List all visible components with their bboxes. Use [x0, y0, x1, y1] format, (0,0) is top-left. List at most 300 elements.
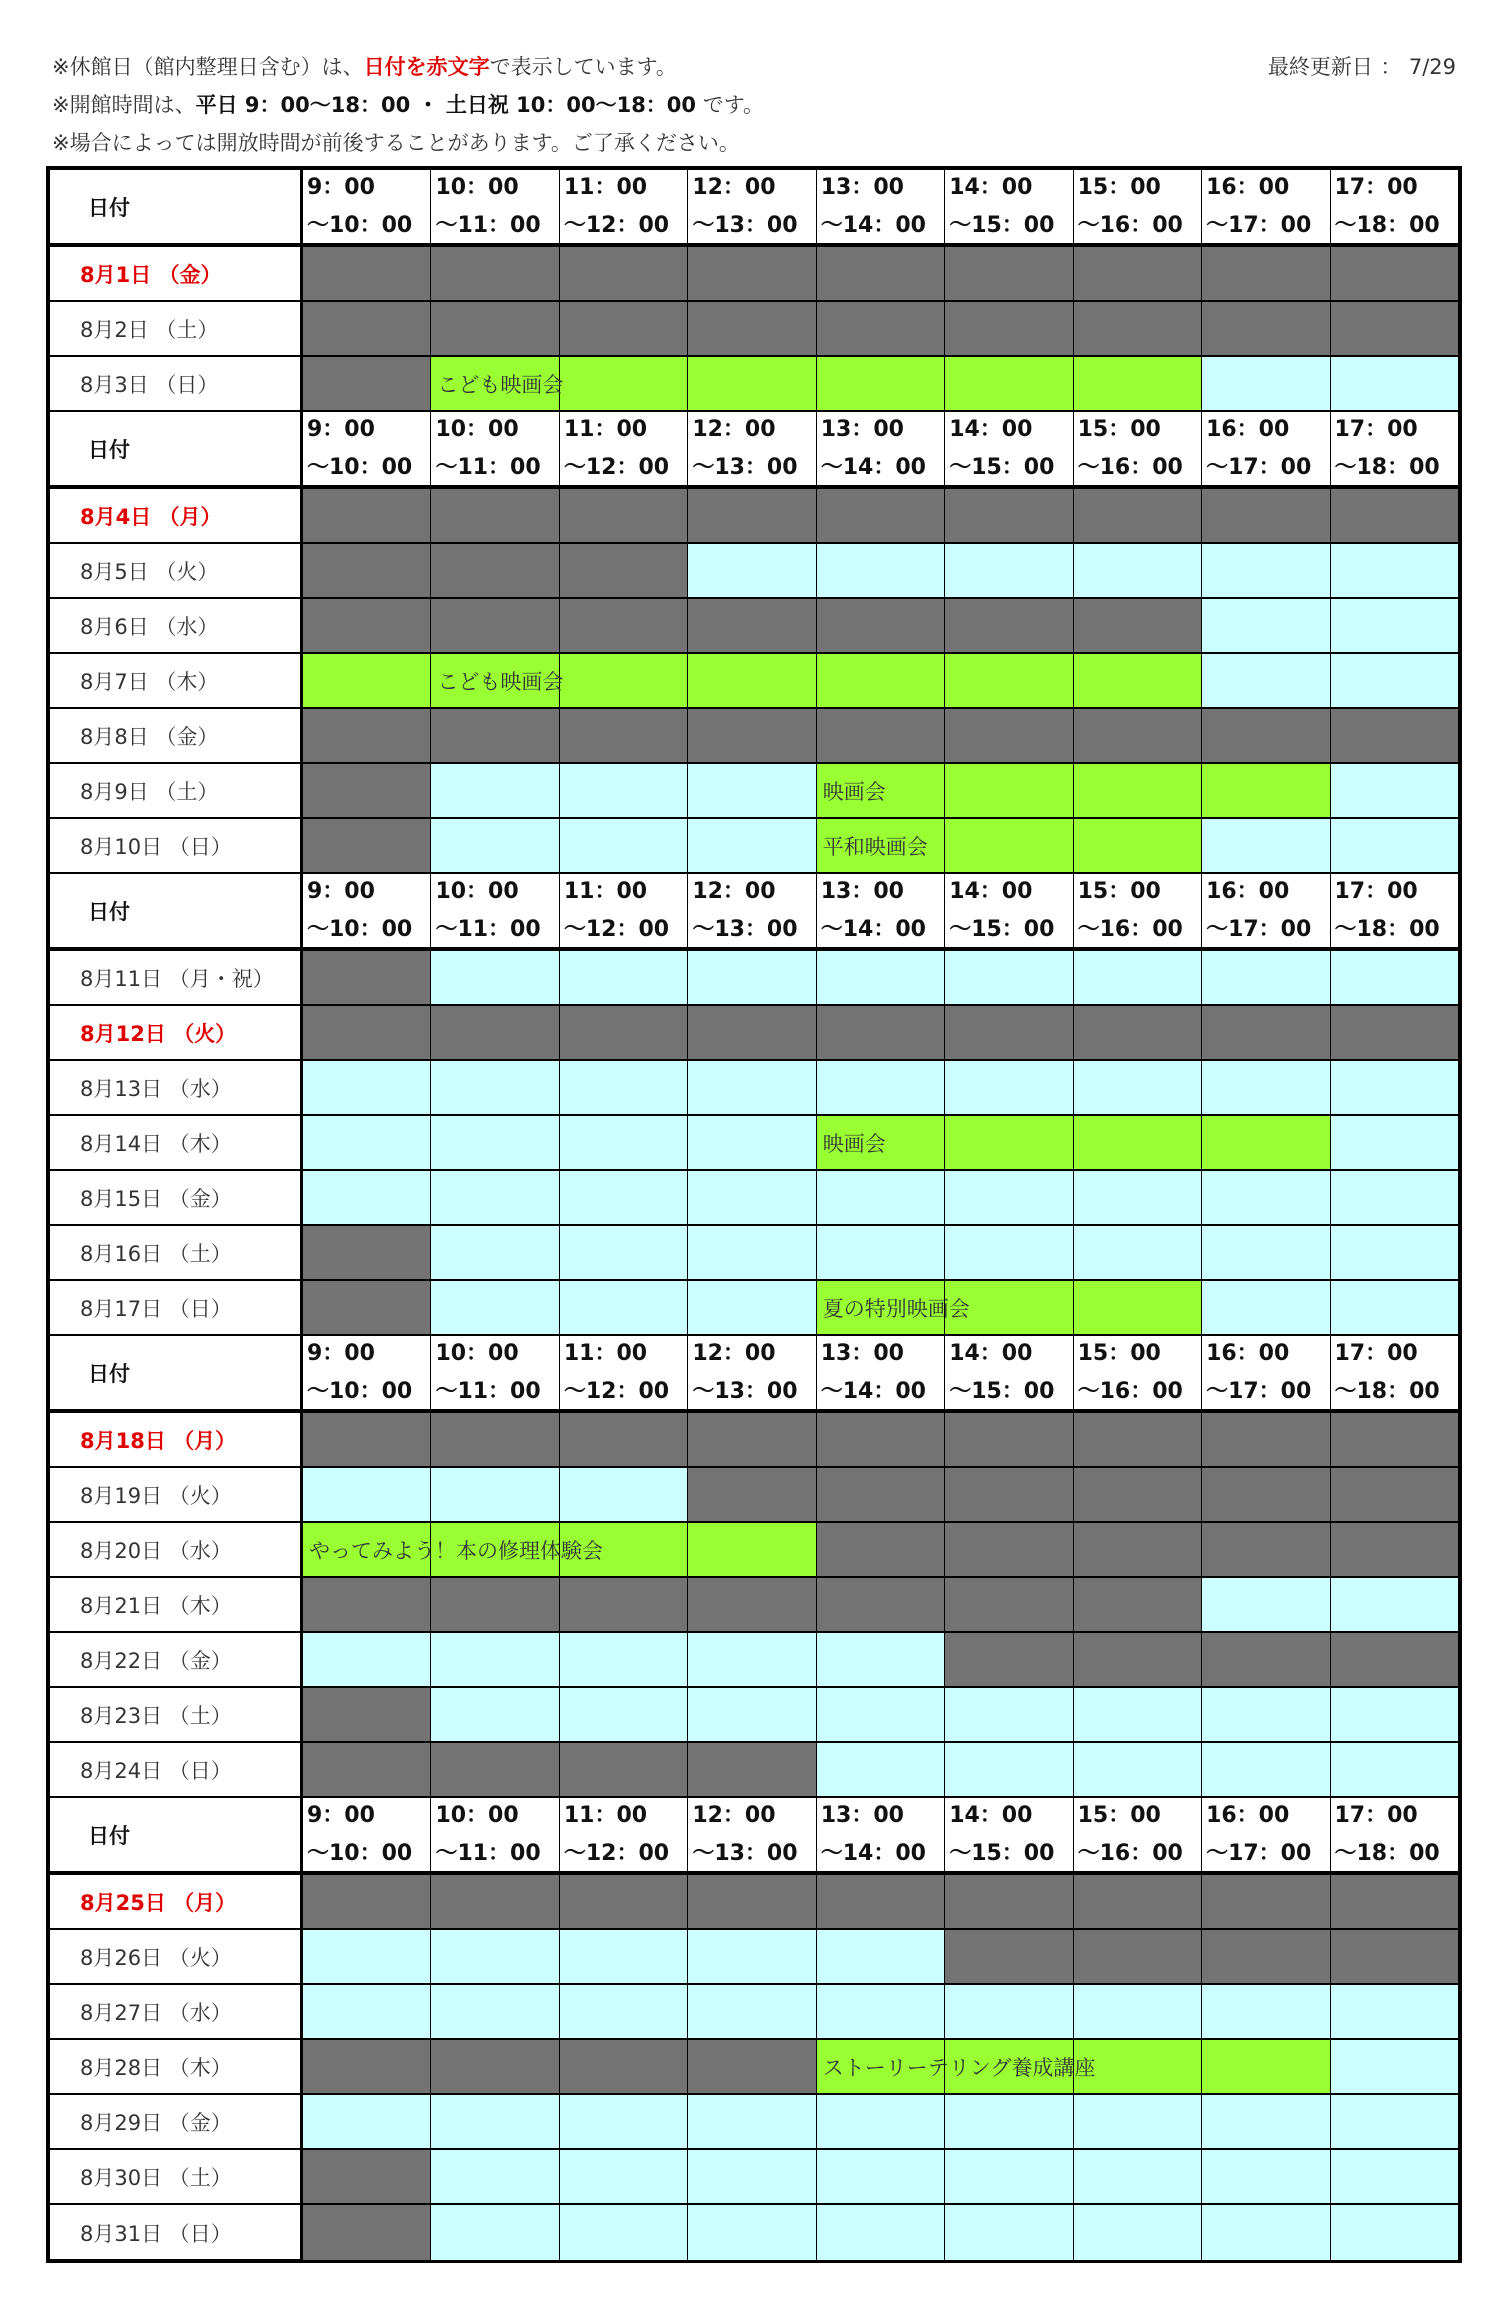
- slot-available: [431, 2150, 559, 2203]
- date-cell: 8月14日 （木）: [50, 1116, 303, 1169]
- table-row: [50, 1875, 1458, 1930]
- slot-unavailable: [688, 489, 816, 542]
- date-cell: 8月30日 （土）: [50, 2150, 303, 2203]
- slot-available: [1074, 2095, 1202, 2148]
- slot-unavailable: [945, 1413, 1073, 1466]
- time-slot-start: 16：00: [1206, 416, 1290, 442]
- table-row: [50, 709, 1458, 764]
- time-slot-end: ～13：00: [692, 1378, 798, 1404]
- header-time-slot: [431, 874, 559, 947]
- slot-unavailable: [303, 302, 431, 355]
- slot-available: [945, 1226, 1073, 1279]
- time-slot-end: ～16：00: [1077, 916, 1183, 942]
- slot-event: [431, 654, 564, 707]
- slot-unavailable: [303, 1281, 431, 1334]
- slot-available: [945, 2205, 1073, 2260]
- slot-available: [688, 1281, 816, 1334]
- header-time-slot: [688, 170, 816, 243]
- header-time-slot: [817, 170, 945, 243]
- slot-unavailable: [431, 247, 559, 300]
- slot-unavailable: [817, 302, 945, 355]
- slot-unavailable: [560, 709, 688, 762]
- slot-available: [560, 1688, 688, 1741]
- slot-event: [1074, 1281, 1202, 1334]
- slot-available: [560, 2150, 688, 2203]
- slot-available: [560, 1468, 688, 1521]
- header-time-slot: [431, 170, 559, 243]
- time-slot-start: 9：00: [307, 416, 375, 442]
- time-slot-end: ～17：00: [1206, 916, 1312, 942]
- time-slot-end: ～10：00: [307, 1840, 413, 1866]
- table-row: [50, 1468, 1458, 1523]
- slot-available: [431, 1226, 559, 1279]
- slot-available: [945, 1688, 1073, 1741]
- event-label: 平和映画会: [822, 834, 928, 859]
- time-slot-end: ～16：00: [1077, 212, 1183, 238]
- slot-event: [688, 654, 816, 707]
- slot-available: [303, 1985, 431, 2038]
- header-time-slot: [560, 874, 688, 947]
- slot-available: [1331, 2040, 1458, 2093]
- time-slot-start: 11：00: [563, 174, 648, 200]
- slot-unavailable: [303, 1743, 431, 1796]
- time-slot-end: ～11：00: [435, 1840, 541, 1866]
- event-label: 映画会: [822, 1131, 886, 1156]
- header-time-slot: [1331, 1798, 1458, 1871]
- slot-event: [817, 654, 945, 707]
- header-time-slot: [688, 412, 816, 485]
- slot-event: [817, 819, 945, 872]
- slot-available: [945, 2150, 1073, 2203]
- date-cell: 8月16日 （土）: [50, 1226, 303, 1279]
- table-header-row: [50, 412, 1458, 489]
- slot-available: [817, 1061, 945, 1114]
- slot-unavailable: [1202, 1006, 1330, 1059]
- slot-unavailable: [303, 1226, 431, 1279]
- table-row: [50, 2205, 1458, 2260]
- slot-available: [431, 1281, 559, 1334]
- header-time-slot: [817, 1336, 945, 1409]
- header-time-slot: [431, 1798, 559, 1871]
- slot-event: [817, 764, 945, 817]
- table-row: [50, 2040, 1458, 2095]
- time-slot-start: 10：00: [435, 1802, 519, 1828]
- slot-unavailable: [303, 1006, 431, 1059]
- slot-available: [560, 2095, 688, 2148]
- time-slot-end: ～10：00: [307, 212, 413, 238]
- time-slot-end: ～11：00: [435, 1378, 541, 1404]
- last-updated: [1268, 48, 1456, 86]
- header-time-slot: [560, 170, 688, 243]
- slot-available: [431, 1688, 559, 1741]
- time-slot-end: ～12：00: [563, 1378, 670, 1404]
- slot-available: [1074, 2150, 1202, 2203]
- time-slot-end: ～14：00: [820, 1378, 926, 1404]
- slot-unavailable: [303, 1578, 431, 1631]
- slot-available: [1202, 1985, 1330, 2038]
- slot-available: [817, 2095, 945, 2148]
- time-slot-end: ～14：00: [820, 916, 926, 942]
- slot-available: [688, 1061, 816, 1114]
- slot-unavailable: [1202, 1633, 1330, 1686]
- time-slot-start: 10：00: [435, 416, 519, 442]
- date-cell: 8月6日 （水）: [50, 599, 303, 652]
- time-slot-start: 15：00: [1077, 174, 1161, 200]
- slot-unavailable: [303, 764, 431, 817]
- slot-unavailable: [303, 544, 431, 597]
- slot-available: [431, 2205, 559, 2260]
- slot-available: [1331, 1578, 1458, 1631]
- header-time-slot: [1074, 1798, 1202, 1871]
- slot-available: [1331, 2095, 1458, 2148]
- header-date-label: 日付: [50, 170, 303, 243]
- header-time-slot: [1202, 170, 1330, 243]
- header-time-slot: [945, 170, 1073, 243]
- header-time-slot: [1202, 874, 1330, 947]
- slot-unavailable: [1074, 709, 1202, 762]
- date-cell-closed-day: 8月25日 （月）: [50, 1875, 303, 1928]
- slot-available: [303, 1930, 431, 1983]
- date-cell: 8月20日 （水）: [50, 1523, 303, 1576]
- slot-unavailable: [431, 709, 559, 762]
- slot-available: [431, 2095, 559, 2148]
- slot-available: [945, 2095, 1073, 2148]
- slot-unavailable: [817, 1578, 945, 1631]
- time-slot-start: 14：00: [949, 1802, 1033, 1828]
- slot-unavailable: [1331, 1930, 1458, 1983]
- date-cell: 8月24日 （日）: [50, 1743, 303, 1796]
- slot-available: [1074, 1226, 1202, 1279]
- time-slot-start: 16：00: [1206, 174, 1290, 200]
- event-label: やってみよう！本の修理体験会: [309, 1538, 603, 1563]
- slot-available: [431, 1633, 559, 1686]
- slot-unavailable: [1202, 1930, 1330, 1983]
- date-cell: 8月7日 （木）: [50, 654, 303, 707]
- slot-unavailable: [1202, 1875, 1330, 1928]
- date-cell-closed-day: 8月1日 （金）: [50, 247, 303, 300]
- slot-unavailable: [817, 247, 945, 300]
- slot-available: [1331, 1985, 1458, 2038]
- time-slot-end: ～17：00: [1206, 1378, 1312, 1404]
- slot-event: [945, 819, 1073, 872]
- slot-available: [1202, 1578, 1330, 1631]
- slot-available: [1331, 764, 1458, 817]
- header-time-slot: [1331, 412, 1458, 485]
- time-slot-start: 17：00: [1334, 416, 1418, 442]
- last-updated-separator: ：: [1380, 55, 1402, 79]
- time-slot-start: 12：00: [692, 1802, 776, 1828]
- table-row: [50, 951, 1458, 1006]
- header-time-slot: [945, 1336, 1073, 1409]
- slot-available: [1202, 951, 1330, 1004]
- time-slot-start: 16：00: [1206, 878, 1290, 904]
- time-slot-start: 15：00: [1077, 878, 1161, 904]
- slot-available: [1074, 1743, 1202, 1796]
- time-slot-start: 13：00: [820, 1340, 904, 1366]
- header-time-slot: [1331, 170, 1458, 243]
- header-time-slot: [817, 412, 945, 485]
- slot-available: [560, 819, 688, 872]
- event-label: 映画会: [822, 779, 886, 804]
- slot-unavailable: [817, 599, 945, 652]
- slot-available: [945, 1171, 1073, 1224]
- header-time-slot: [1331, 874, 1458, 947]
- header-time-slot: [1202, 1798, 1330, 1871]
- slot-available: [1331, 951, 1458, 1004]
- slot-unavailable: [945, 1006, 1073, 1059]
- header-time-slot: [688, 874, 816, 947]
- header-time-slot: [560, 1336, 688, 1409]
- slot-available: [560, 1930, 688, 1983]
- slot-unavailable: [1331, 247, 1458, 300]
- slot-available: [1331, 654, 1458, 707]
- time-slot-start: 12：00: [692, 416, 776, 442]
- slot-available: [688, 1226, 816, 1279]
- time-slot-start: 17：00: [1334, 1802, 1418, 1828]
- time-slot-end: ～16：00: [1077, 454, 1183, 480]
- slot-event: [1074, 764, 1202, 817]
- slot-unavailable: [303, 489, 431, 542]
- table-row: [50, 1578, 1458, 1633]
- time-slot-start: 14：00: [949, 416, 1033, 442]
- slot-available: [817, 1985, 945, 2038]
- slot-event: [303, 654, 431, 707]
- header-time-slot: [303, 1336, 431, 1409]
- time-slot-start: 15：00: [1077, 1340, 1161, 1366]
- slot-available: [560, 1116, 688, 1169]
- slot-unavailable: [431, 2040, 559, 2093]
- header-time-slot: [817, 874, 945, 947]
- slot-unavailable: [945, 1578, 1073, 1631]
- time-slot-end: ～15：00: [949, 212, 1055, 238]
- date-cell: 8月13日 （水）: [50, 1061, 303, 1114]
- slot-unavailable: [1074, 1930, 1202, 1983]
- slot-unavailable: [560, 2040, 688, 2093]
- slot-available: [688, 819, 816, 872]
- slot-unavailable: [945, 1930, 1073, 1983]
- table-row: [50, 1633, 1458, 1688]
- slot-available: [560, 951, 688, 1004]
- header-time-slot: [817, 1798, 945, 1871]
- slot-available: [817, 544, 945, 597]
- slot-unavailable: [303, 247, 431, 300]
- date-cell: 8月5日 （火）: [50, 544, 303, 597]
- time-slot-end: ～18：00: [1334, 916, 1440, 942]
- header-time-slot: [303, 1798, 431, 1871]
- slot-available: [688, 764, 816, 817]
- slot-unavailable: [560, 599, 688, 652]
- slot-event: [303, 1523, 603, 1576]
- time-slot-end: ～12：00: [563, 454, 670, 480]
- slot-unavailable: [817, 1006, 945, 1059]
- table-row: [50, 247, 1458, 302]
- slot-unavailable: [688, 599, 816, 652]
- time-slot-start: 16：00: [1206, 1802, 1290, 1828]
- slot-unavailable: [1202, 247, 1330, 300]
- slot-unavailable: [817, 1875, 945, 1928]
- time-slot-end: ～17：00: [1206, 1840, 1312, 1866]
- slot-available: [688, 1116, 816, 1169]
- table-row: [50, 2150, 1458, 2205]
- slot-available: [1331, 1743, 1458, 1796]
- slot-available: [303, 1468, 431, 1521]
- slot-available: [945, 1743, 1073, 1796]
- time-slot-end: ～11：00: [435, 454, 541, 480]
- slot-available: [1331, 1116, 1458, 1169]
- table-row: [50, 1688, 1458, 1743]
- table-header-row: [50, 170, 1458, 247]
- time-slot-end: ～15：00: [949, 454, 1055, 480]
- note-line-disclaimer: [52, 124, 764, 162]
- slot-unavailable: [560, 1578, 688, 1631]
- header-time-slot: [1074, 1336, 1202, 1409]
- slot-unavailable: [688, 247, 816, 300]
- time-slot-start: 14：00: [949, 878, 1033, 904]
- table-row: [50, 357, 1458, 412]
- date-cell-closed-day: 8月4日 （月）: [50, 489, 303, 542]
- time-slot-start: 12：00: [692, 1340, 776, 1366]
- time-slot-end: ～15：00: [949, 1840, 1055, 1866]
- time-slot-start: 12：00: [692, 174, 776, 200]
- date-cell: 8月27日 （水）: [50, 1985, 303, 2038]
- last-updated-label: 最終更新日: [1267, 55, 1373, 79]
- date-cell: 8月23日 （土）: [50, 1688, 303, 1741]
- table-header-row: [50, 874, 1458, 951]
- slot-unavailable: [431, 302, 559, 355]
- slot-available: [431, 819, 559, 872]
- note-text: ※休館日（館内整理日含む）は、: [52, 55, 364, 79]
- time-slot-start: 17：00: [1334, 878, 1418, 904]
- table-row: [50, 544, 1458, 599]
- slot-unavailable: [945, 599, 1073, 652]
- slot-unavailable: [560, 247, 688, 300]
- time-slot-end: ～18：00: [1334, 1840, 1440, 1866]
- time-slot-end: ～13：00: [692, 454, 798, 480]
- slot-unavailable: [303, 1413, 431, 1466]
- slot-available: [817, 2205, 945, 2260]
- slot-available: [1074, 1688, 1202, 1741]
- slot-event: [945, 357, 1073, 410]
- date-cell: 8月11日 （月・祝）: [50, 951, 303, 1004]
- time-slot-end: ～10：00: [307, 1378, 413, 1404]
- slot-available: [560, 1633, 688, 1686]
- slot-available: [817, 1930, 945, 1983]
- note-text: です。: [696, 93, 765, 117]
- slot-unavailable: [945, 1875, 1073, 1928]
- table-row: [50, 1413, 1458, 1468]
- slot-unavailable: [1074, 1523, 1202, 1576]
- slot-available: [688, 1688, 816, 1741]
- slot-available: [1202, 2205, 1330, 2260]
- header-time-slot: [945, 874, 1073, 947]
- slot-unavailable: [1202, 1523, 1330, 1576]
- slot-unavailable: [688, 2040, 816, 2093]
- slot-available: [1202, 2150, 1330, 2203]
- slot-available: [1202, 2095, 1330, 2148]
- time-slot-start: 15：00: [1077, 416, 1161, 442]
- slot-unavailable: [431, 599, 559, 652]
- slot-unavailable: [1074, 1578, 1202, 1631]
- slot-unavailable: [688, 1578, 816, 1631]
- time-slot-end: ～15：00: [949, 916, 1055, 942]
- slot-available: [945, 544, 1073, 597]
- header-date-label: 日付: [50, 412, 303, 485]
- slot-available: [1331, 1171, 1458, 1224]
- slot-available: [945, 1061, 1073, 1114]
- slot-available: [431, 764, 559, 817]
- time-slot-end: ～14：00: [820, 1840, 926, 1866]
- slot-available: [1074, 1171, 1202, 1224]
- time-slot-end: ～18：00: [1334, 1378, 1440, 1404]
- date-cell: 8月31日 （日）: [50, 2205, 303, 2260]
- note-text: ※場合によっては開放時間が前後することがあります。ご了承ください。: [52, 131, 740, 155]
- slot-unavailable: [945, 1633, 1073, 1686]
- slot-unavailable: [303, 2150, 431, 2203]
- header-time-slot: [303, 874, 431, 947]
- slot-unavailable: [1074, 489, 1202, 542]
- time-slot-start: 10：00: [435, 174, 519, 200]
- slot-available: [1331, 599, 1458, 652]
- table-row: [50, 2095, 1458, 2150]
- header-time-slot: [303, 170, 431, 243]
- slot-unavailable: [431, 489, 559, 542]
- header-time-slot: [1202, 1336, 1330, 1409]
- slot-available: [303, 1116, 431, 1169]
- slot-available: [817, 1688, 945, 1741]
- slot-unavailable: [1074, 1468, 1202, 1521]
- time-slot-end: ～13：00: [692, 916, 798, 942]
- slot-unavailable: [431, 1875, 559, 1928]
- note-line-opening-hours: [52, 86, 764, 124]
- slot-available: [1202, 1281, 1330, 1334]
- slot-available: [560, 1226, 688, 1279]
- slot-available: [303, 1633, 431, 1686]
- table-header-row: [50, 1798, 1458, 1875]
- slot-available: [1074, 2205, 1202, 2260]
- time-slot-end: ～12：00: [563, 916, 670, 942]
- slot-available: [303, 1171, 431, 1224]
- slot-event: [1202, 2040, 1330, 2093]
- slot-available: [431, 951, 559, 1004]
- slot-available: [817, 1633, 945, 1686]
- header-date-label: 日付: [50, 1798, 303, 1871]
- slot-available: [1202, 654, 1330, 707]
- table-row: [50, 1743, 1458, 1798]
- event-label: こども映画会: [437, 669, 564, 694]
- event-label: 夏の特別映画会: [822, 1296, 970, 1321]
- slot-available: [688, 951, 816, 1004]
- date-cell: 8月28日 （木）: [50, 2040, 303, 2093]
- date-cell-closed-day: 8月18日 （月）: [50, 1413, 303, 1466]
- time-slot-end: ～13：00: [692, 212, 798, 238]
- slot-unavailable: [1331, 302, 1458, 355]
- slot-available: [688, 2205, 816, 2260]
- slot-unavailable: [431, 1413, 559, 1466]
- slot-event: [1074, 357, 1202, 410]
- slot-available: [688, 1985, 816, 2038]
- table-row: [50, 302, 1458, 357]
- slot-event: [945, 654, 1073, 707]
- time-slot-end: ～18：00: [1334, 454, 1440, 480]
- slot-available: [431, 1985, 559, 2038]
- slot-unavailable: [1074, 302, 1202, 355]
- slot-unavailable: [1202, 489, 1330, 542]
- note-text: ※開館時間は、: [52, 93, 196, 117]
- slot-available: [1331, 1688, 1458, 1741]
- table-row: [50, 819, 1458, 874]
- slot-event: [817, 2040, 1096, 2093]
- header-time-slot: [1331, 1336, 1458, 1409]
